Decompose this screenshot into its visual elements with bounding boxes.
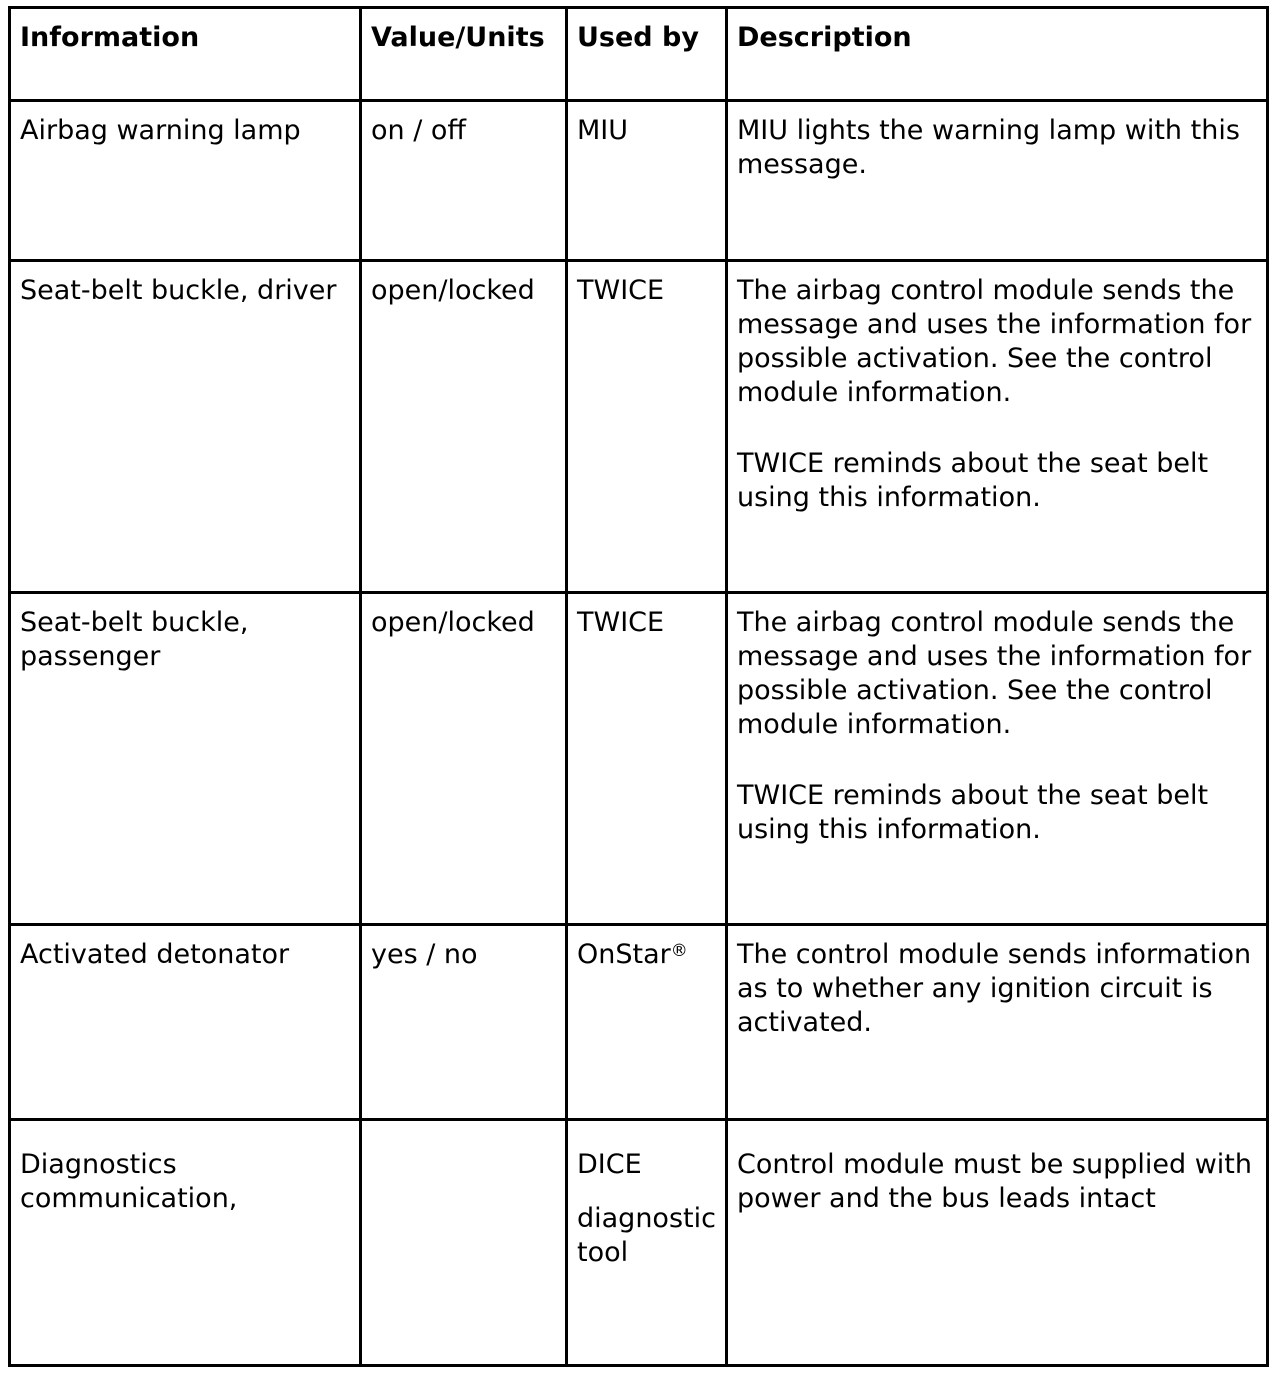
table-row (10, 101, 1268, 261)
description-paragraph: MIU lights the warning lamp with this message. (737, 115, 1240, 180)
used-by-text: OnStar (577, 939, 671, 970)
cell-description (727, 1120, 1268, 1366)
cell-used-by (567, 925, 727, 1120)
used-by-line: diagnostic tool (577, 1203, 716, 1268)
cell-value-units: yes / no (361, 925, 567, 1120)
cell-value-units: on / off (361, 101, 567, 261)
description-paragraph: The airbag control module sends the message and uses the information for possible activation. See the control module information. (737, 607, 1252, 740)
cell-information: Seat-belt buckle, passenger (10, 593, 361, 925)
table-row (10, 1120, 1268, 1366)
table-header-row (10, 8, 1268, 101)
cell-description (727, 101, 1268, 261)
cell-used-by (567, 1120, 727, 1366)
description-paragraph: The airbag control module sends the message and uses the information for possible activation. See the control module information. (737, 275, 1252, 408)
cell-description (727, 925, 1268, 1120)
header-information: Information (10, 8, 361, 101)
cell-information: Seat-belt buckle, driver (10, 261, 361, 593)
cell-description (727, 261, 1268, 593)
cell-used-by: MIU (567, 101, 727, 261)
table-row (10, 925, 1268, 1120)
cell-description (727, 593, 1268, 925)
header-used-by: Used by (567, 8, 727, 101)
used-by-line: DICE (577, 1149, 642, 1180)
description-paragraph: TWICE reminds about the seat belt using this information. (737, 448, 1209, 513)
registered-mark: ® (670, 941, 688, 961)
cell-value-units: open/locked (361, 593, 567, 925)
description-paragraph: TWICE reminds about the seat belt using this information. (737, 780, 1209, 845)
header-value-units: Value/Units (361, 8, 567, 101)
information-table (8, 6, 1269, 1367)
table-row (10, 593, 1268, 925)
table-row (10, 261, 1268, 593)
cell-information: Activated detonator (10, 925, 361, 1120)
cell-used-by: TWICE (567, 261, 727, 593)
description-paragraph: The control module sends information as to whether any ignition circuit is activated. (737, 939, 1252, 1038)
cell-value-units (361, 1120, 567, 1366)
description-paragraph: Control module must be supplied with power and the bus leads intact (737, 1149, 1253, 1214)
cell-used-by: TWICE (567, 593, 727, 925)
cell-information: Airbag warning lamp (10, 101, 361, 261)
cell-information: Diagnostics communication, (10, 1120, 361, 1366)
cell-value-units: open/locked (361, 261, 567, 593)
header-description: Description (727, 8, 1268, 101)
